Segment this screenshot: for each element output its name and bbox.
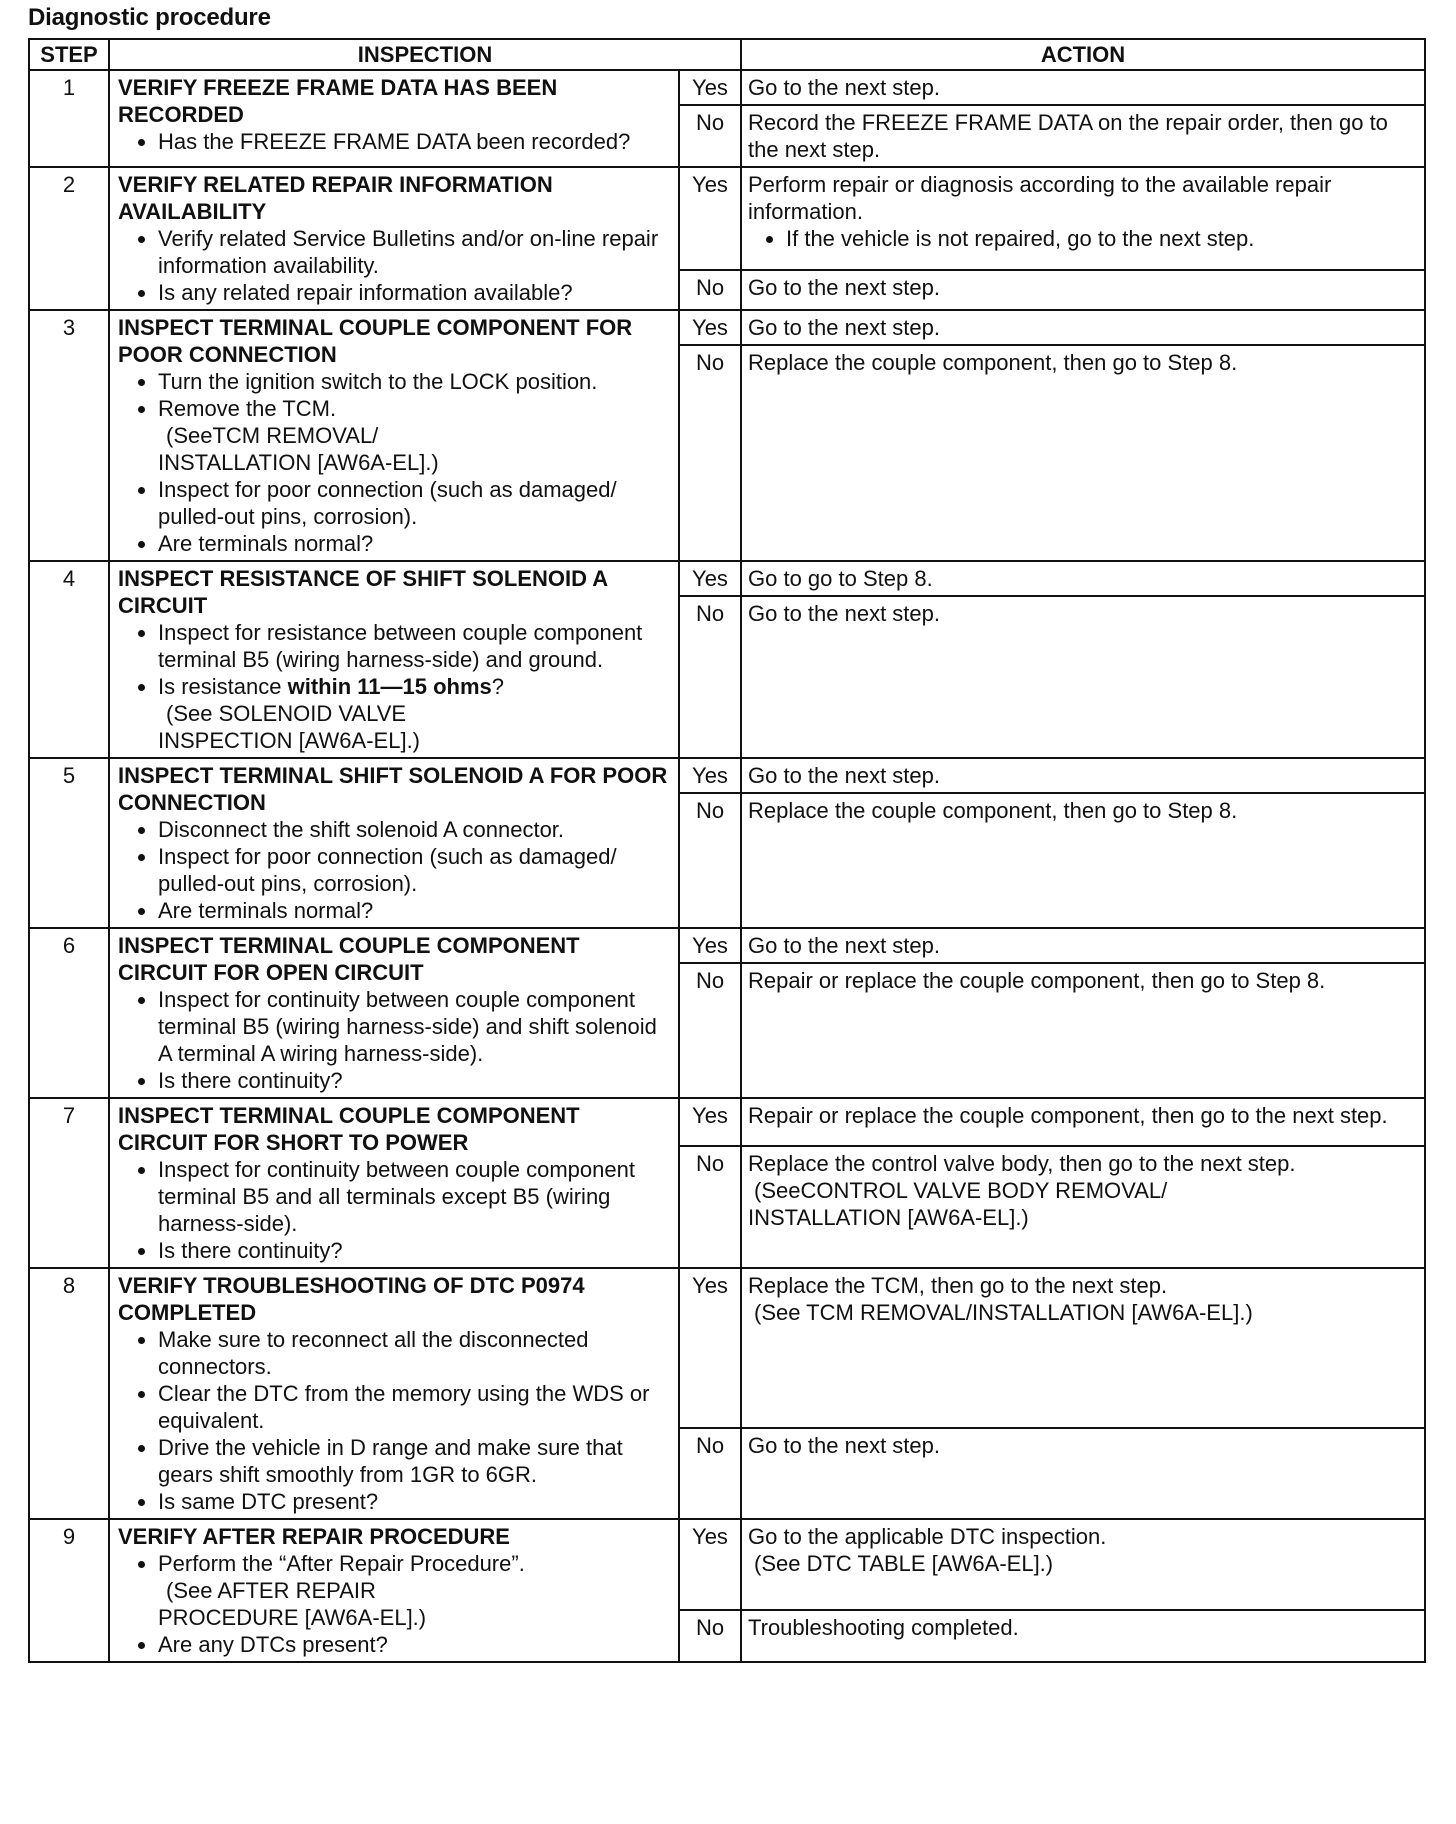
reference-link[interactable]: (See DTC TABLE [AW6A-EL].) xyxy=(754,1551,1054,1576)
yes-action-cell xyxy=(741,1268,1425,1428)
yes-action-cell xyxy=(741,167,1425,270)
table-row xyxy=(29,758,1425,793)
no-label: No xyxy=(679,1428,741,1519)
no-action: Replace the couple component, then go to Step 8. xyxy=(741,345,1425,561)
no-action: Go to the next step. xyxy=(741,1428,1425,1519)
inspection-bullet: • Turn the ignition switch to the LOCK position. xyxy=(158,368,672,395)
inspection-heading: INSPECT TERMINAL COUPLE COMPONENT CIRCUIT FOR OPEN CIRCUIT xyxy=(118,933,580,985)
inspection-bullet: • Is there continuity? xyxy=(158,1067,672,1094)
reference-link[interactable]: (See TCM REMOVAL/INSTALLATION [AW6A-EL].) xyxy=(754,1300,1253,1325)
table-row xyxy=(29,1268,1425,1428)
reference-link[interactable]: (See AFTER REPAIR xyxy=(166,1578,376,1603)
no-action-cell xyxy=(741,1146,1425,1268)
inspection-heading: INSPECT TERMINAL COUPLE COMPONENT CIRCUIT FOR SHORT TO POWER xyxy=(118,1103,580,1155)
reference-link[interactable]: INSTALLATION [AW6A-EL].) xyxy=(158,450,439,475)
inspection-bullet: • Inspect for poor connection (such as damaged/ pulled-out pins, corrosion). xyxy=(158,476,672,530)
inspection-cell xyxy=(109,310,679,561)
no-action: Troubleshooting completed. xyxy=(741,1610,1425,1662)
reference-link[interactable]: INSPECTION [AW6A-EL].) xyxy=(158,728,421,753)
header-inspection: INSPECTION xyxy=(109,39,741,70)
table-row xyxy=(29,561,1425,596)
question-text: Is resistance xyxy=(158,674,288,699)
inspection-heading: INSPECT TERMINAL SHIFT SOLENOID A FOR POOR CONNECTION xyxy=(118,763,668,815)
inspection-bullet: • Is any related repair information available? xyxy=(158,279,672,306)
inspection-heading: VERIFY AFTER REPAIR PROCEDURE xyxy=(118,1524,510,1549)
inspection-bullet: • Drive the vehicle in D range and make sure that gears shift smoothly from 1GR to 6GR. xyxy=(158,1434,672,1488)
no-label: No xyxy=(679,345,741,561)
no-action: Replace the couple component, then go to Step 8. xyxy=(741,793,1425,928)
inspection-bullet: • Has the FREEZE FRAME DATA been recorded? xyxy=(158,128,672,155)
yes-label: Yes xyxy=(679,167,741,270)
no-label: No xyxy=(679,1610,741,1662)
inspection-cell xyxy=(109,561,679,758)
inspection-bullet: • Are terminals normal? xyxy=(158,530,672,557)
inspection-question xyxy=(158,673,672,754)
yes-label: Yes xyxy=(679,1519,741,1610)
inspection-bullet: Perform the “After Repair Procedure”. xyxy=(158,1551,525,1576)
no-action: Repair or replace the couple component, then go to Step 8. xyxy=(741,963,1425,1098)
yes-label: Yes xyxy=(679,1098,741,1146)
inspection-bullet: • Inspect for poor connection (such as damaged/ pulled-out pins, corrosion). xyxy=(158,843,672,897)
inspection-heading: VERIFY FREEZE FRAME DATA HAS BEEN RECORDED xyxy=(118,75,558,127)
yes-label: Yes xyxy=(679,1268,741,1428)
no-label: No xyxy=(679,963,741,1098)
step-number: 3 xyxy=(29,310,109,561)
inspection-bullet: • Make sure to reconnect all the disconnected connectors. xyxy=(158,1326,672,1380)
inspection-bullet: • Is same DTC present? xyxy=(158,1488,672,1515)
question-spec: within 11—15 ohms xyxy=(287,674,492,699)
no-label: No xyxy=(679,1146,741,1268)
inspection-bullet: • Inspect for continuity between couple component terminal B5 (wiring harness-side) and shift solenoid A terminal A wiring harness-side). xyxy=(158,986,672,1067)
step-number: 8 xyxy=(29,1268,109,1519)
step-number: 9 xyxy=(29,1519,109,1662)
yes-action: Go to the next step. xyxy=(741,758,1425,793)
inspection-heading: VERIFY TROUBLESHOOTING OF DTC P0974 COMPLETED xyxy=(118,1273,585,1325)
step-number: 4 xyxy=(29,561,109,758)
step-number: 5 xyxy=(29,758,109,928)
diagnostic-table xyxy=(28,38,1426,1663)
inspection-cell xyxy=(109,1098,679,1268)
yes-action: Go to the next step. xyxy=(741,310,1425,345)
inspection-cell xyxy=(109,167,679,310)
yes-action: Go to the next step. xyxy=(741,928,1425,963)
page-title: Diagnostic procedure xyxy=(28,4,271,31)
no-action: Go to the next step. xyxy=(741,270,1425,310)
reference-link[interactable]: INSTALLATION [AW6A-EL].) xyxy=(748,1204,1029,1230)
header-action: ACTION xyxy=(741,39,1425,70)
yes-label: Yes xyxy=(679,310,741,345)
step-number: 6 xyxy=(29,928,109,1098)
inspection-bullet: • Inspect for resistance between couple component terminal B5 (wiring harness-side) and ground. xyxy=(158,619,672,673)
table-row xyxy=(29,1519,1425,1610)
reference-link[interactable]: (SeeTCM REMOVAL/ xyxy=(166,423,379,448)
table-row xyxy=(29,310,1425,345)
yes-action-cell xyxy=(741,1519,1425,1610)
step-number: 2 xyxy=(29,167,109,310)
yes-action: Perform repair or diagnosis according to the available repair information. xyxy=(748,172,1332,224)
header-step: STEP xyxy=(29,39,109,70)
no-label: No xyxy=(679,270,741,310)
inspection-bullet: • Verify related Service Bulletins and/or on-line repair information availability. xyxy=(158,225,672,279)
table-row xyxy=(29,70,1425,105)
reference-link[interactable]: (SeeCONTROL VALVE BODY REMOVAL/ xyxy=(754,1177,1168,1203)
inspection-bullet: • Are terminals normal? xyxy=(158,897,672,924)
inspection-cell xyxy=(109,1268,679,1519)
table-header-row xyxy=(29,39,1425,70)
no-action: Record the FREEZE FRAME DATA on the repair order, then go to the next step. xyxy=(741,105,1425,167)
inspection-cell xyxy=(109,758,679,928)
inspection-cell xyxy=(109,70,679,167)
step-number: 7 xyxy=(29,1098,109,1268)
inspection-heading: INSPECT TERMINAL COUPLE COMPONENT FOR POOR CONNECTION xyxy=(118,315,633,367)
question-mark: ? xyxy=(491,674,505,699)
no-label: No xyxy=(679,105,741,167)
reference-link[interactable]: (See SOLENOID VALVE xyxy=(166,701,407,726)
table-row xyxy=(29,167,1425,270)
action-bullet: • If the vehicle is not repaired, go to the next step. xyxy=(786,225,1418,252)
no-label: No xyxy=(679,793,741,928)
step-number: 1 xyxy=(29,70,109,167)
no-action: Replace the control valve body, then go to the next step. xyxy=(748,1150,1296,1176)
table-row xyxy=(29,928,1425,963)
inspection-cell xyxy=(109,1519,679,1662)
yes-label: Yes xyxy=(679,70,741,105)
yes-label: Yes xyxy=(679,561,741,596)
no-label: No xyxy=(679,596,741,758)
inspection-bullet: • Disconnect the shift solenoid A connector. xyxy=(158,816,672,843)
inspection-bullet: Remove the TCM. xyxy=(158,396,337,421)
inspection-bullet: • Is there continuity? xyxy=(158,1237,672,1264)
reference-link[interactable]: PROCEDURE [AW6A-EL].) xyxy=(158,1605,427,1630)
inspection-bullet-with-ref xyxy=(158,395,672,476)
yes-action: Go to the next step. xyxy=(741,70,1425,105)
inspection-cell xyxy=(109,928,679,1098)
inspection-heading: INSPECT RESISTANCE OF SHIFT SOLENOID A CIRCUIT xyxy=(118,566,608,618)
yes-label: Yes xyxy=(679,928,741,963)
yes-action: Go to go to Step 8. xyxy=(741,561,1425,596)
inspection-bullet-with-ref xyxy=(158,1550,672,1631)
inspection-heading: VERIFY RELATED REPAIR INFORMATION AVAILABILITY xyxy=(118,172,553,224)
table-row xyxy=(29,1098,1425,1146)
no-action: Go to the next step. xyxy=(741,596,1425,758)
inspection-bullet: • Inspect for continuity between couple component terminal B5 and all terminals except B5 (wiring harness-side). xyxy=(158,1156,672,1237)
yes-action: Go to the applicable DTC inspection. xyxy=(748,1524,1107,1549)
yes-label: Yes xyxy=(679,758,741,793)
yes-action: Replace the TCM, then go to the next step. xyxy=(748,1273,1168,1298)
inspection-bullet: • Are any DTCs present? xyxy=(158,1631,672,1658)
inspection-bullet: • Clear the DTC from the memory using the WDS or equivalent. xyxy=(158,1380,672,1434)
yes-action: Repair or replace the couple component, then go to the next step. xyxy=(741,1098,1425,1146)
